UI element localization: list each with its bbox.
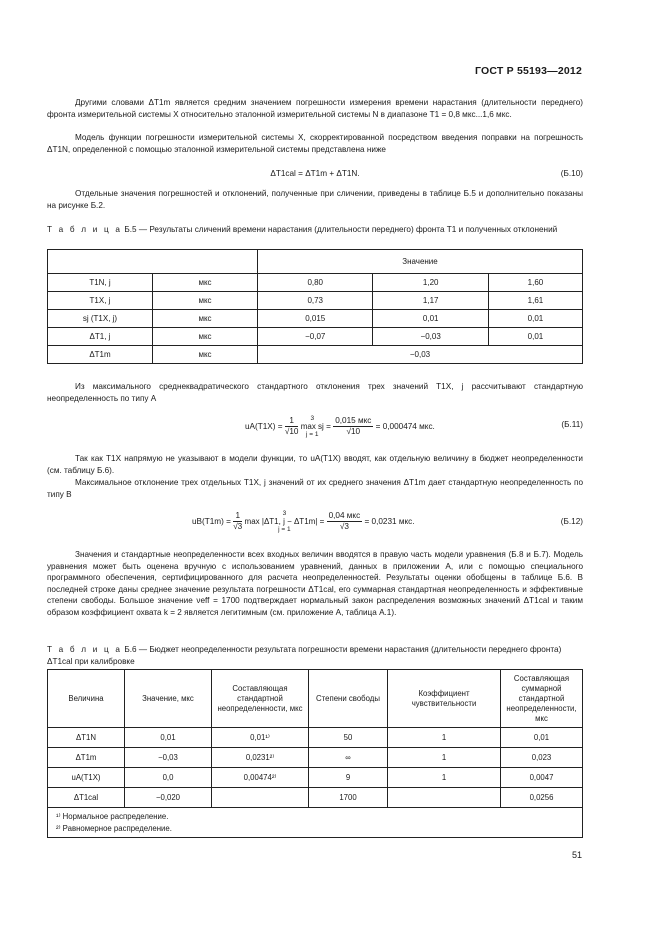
table-cell: ΔT1, j xyxy=(48,328,153,346)
equation-b10-text: ΔT1cal = ΔT1m + ΔT1N. xyxy=(270,169,360,178)
footnote-1: ¹⁾ Нормальное распределение. xyxy=(56,812,169,821)
equation-b12-lower-limit: j = 1 xyxy=(278,526,291,533)
table-cell xyxy=(388,788,501,808)
table-cell: 1,20 xyxy=(373,274,488,292)
table-cell: 0,01¹⁾ xyxy=(212,728,309,748)
table-cell: 0,01 xyxy=(488,310,582,328)
equation-b11: uA(T1X) = $\frac{1}{√10}$ 3 max sj j = 1 = $\frac{\text{0,015 мкс}}{√10}$ = 0,000474 мкс. (Б.11) xyxy=(245,415,583,438)
table-header-cell: Степени свободы xyxy=(309,670,388,728)
table-5-caption-text: Б.5 — Результаты сличений времени нарастания (длительности переднего) фронта T1 и полученных отклонений xyxy=(124,225,558,234)
table-row xyxy=(48,310,583,328)
table-cell: мкс xyxy=(153,328,258,346)
page-number: 51 xyxy=(571,850,582,860)
table-cell: 0,00474²⁾ xyxy=(212,768,309,788)
table-row xyxy=(48,768,583,788)
table-6-caption-text: Б.6 — Бюджет неопределенности результата погрешности времени нарастания (длительности переднего фронта) ΔT1cal при калибровке xyxy=(47,645,562,666)
document-header: ГОСТ Р 55193—2012 xyxy=(474,65,582,77)
table-row xyxy=(48,346,583,364)
table-cell: 1 xyxy=(388,728,501,748)
table-5-caption xyxy=(47,224,583,236)
equation-b11-fraction-1 xyxy=(285,416,299,437)
table-header-cell: Значение, мкс xyxy=(125,670,212,728)
table-header-cell: Составляющая суммарной стандартной неопределенности, мкс xyxy=(501,670,583,728)
table-row xyxy=(48,328,583,346)
equation-b12-one: 1 xyxy=(233,511,242,522)
table-cell: ΔT1m xyxy=(48,748,125,768)
table-6-caption xyxy=(47,644,583,667)
table-cell: 0,01 xyxy=(373,310,488,328)
equation-b11-one: 1 xyxy=(285,416,299,427)
equation-b11-fraction-2 xyxy=(333,416,373,437)
equation-b11-number: (Б.11) xyxy=(561,420,583,429)
table-row xyxy=(48,274,583,292)
table-cell: мкс xyxy=(153,292,258,310)
equation-b12-upper-limit: 3 xyxy=(282,510,287,517)
equation-b11-frac-den: √10 xyxy=(346,427,361,436)
table-header-cell: Коэффициент чувствительности xyxy=(388,670,501,728)
equation-b11-frac-num: 0,015 мкс xyxy=(335,416,372,425)
table-cell: uA(T1X) xyxy=(48,768,125,788)
equation-b12-number: (Б.12) xyxy=(560,517,583,526)
table-cell: 0,73 xyxy=(258,292,373,310)
equation-b12 xyxy=(47,510,583,540)
table-cell: 0,01 xyxy=(501,728,583,748)
table-cell: sj (T1X, j) xyxy=(48,310,153,328)
table-footnotes xyxy=(48,808,583,838)
table-cell: мкс xyxy=(153,346,258,364)
table-cell: 1700 xyxy=(309,788,388,808)
table-cell: мкс xyxy=(153,274,258,292)
footnote-2: ²⁾ Равномерное распределение. xyxy=(56,823,172,833)
table-row xyxy=(48,788,583,808)
equation-b11-max-text: max sj xyxy=(300,422,324,431)
paragraph-7: Значения и стандартные неопределенности всех входных величин вводятся в правую часть модели уравнения (Б.8 и Б.7). Модель уравнения может быть оценена вручную с использованием уравнений, данных в приложении А, или с помощью специального программного обеспечения, сертифицированного для расчета неопределенностей. Результаты оценки обобщены в таблице Б.6. В последней строке даны среднее значение результата погрешности ΔT1cal, его суммарная стандартная неопределенность и эффективные степени свободы. Большое значение νeff = 1700 подтверждает нормальный закон распределения возможных значений ΔT1cal и таким образом коэффициент охвата k = 2 является легитимным (см. приложение А, таблица А.1). xyxy=(47,550,583,617)
equation-b12-max xyxy=(245,510,325,533)
table-cell: 50 xyxy=(309,728,388,748)
table-cell: 0,01 xyxy=(125,728,212,748)
paragraph-5: Так как T1X напрямую не указывают в модели функции, то uA(T1X) вводят, как отдельную величину в бюджет неопределенности (см. таблицу Б.6). xyxy=(47,454,583,475)
table-5 xyxy=(47,249,583,364)
table-cell: 0,0047 xyxy=(501,768,583,788)
table-footnote-row xyxy=(48,808,583,838)
table-cell: T1X, j xyxy=(48,292,153,310)
equation-b12-frac-num: 0,04 мкс xyxy=(328,511,361,520)
equation-b11-max xyxy=(301,415,324,438)
table-cell: 0,015 xyxy=(258,310,373,328)
table-header-cell: Составляющая стандартной неопределенности, мкс xyxy=(212,670,309,728)
equation-b11-lower-limit: j = 1 xyxy=(306,431,319,438)
equation-b12-sqrt3: √3 xyxy=(233,522,243,531)
table-cell: −0,03 xyxy=(125,748,212,768)
paragraph-2: Модель функции погрешности измерительной системы X, скорректированной посредством введения поправки на погрешность ΔT1N, определенной с помощью эталонной измерительной системы представлена ниже xyxy=(47,133,583,154)
equation-b11-sqrt10: √10 xyxy=(284,427,299,436)
table-cell: 1,61 xyxy=(488,292,582,310)
equation-b12-fraction-2 xyxy=(327,511,363,532)
table-cell: 0,80 xyxy=(258,274,373,292)
table-cell: −0,03 xyxy=(258,346,583,364)
equation-b12-result: = 0,0231 мкс. xyxy=(364,516,415,526)
table-5-empty-header xyxy=(48,250,258,274)
table-cell: 0,0231²⁾ xyxy=(212,748,309,768)
equation-b12-frac-den: √3 xyxy=(339,522,349,531)
paragraph-1: Другими словами ΔT1m является средним значением погрешности измерения времени нарастания (длительности переднего) фронта измерительной системы X относительно эталонной измерительной системы N в диапазоне T1 = 0,8 мкс...1,6 мкс. xyxy=(47,98,583,119)
table-row xyxy=(48,728,583,748)
equation-b12-fraction-1 xyxy=(233,511,242,532)
table-cell: ∞ xyxy=(309,748,388,768)
table-cell: мкс xyxy=(153,310,258,328)
table-cell: −0,07 xyxy=(258,328,373,346)
table-cell: T1N, j xyxy=(48,274,153,292)
table-row xyxy=(48,292,583,310)
table-5-value-header: Значение xyxy=(258,250,583,274)
table-cell: ΔT1cal xyxy=(48,788,125,808)
table-cell: 1,17 xyxy=(373,292,488,310)
paragraph-6: Максимальное отклонение трех отдельных T1X, j значений от их среднего значения ΔT1m дает стандартную неопределенность по типу В xyxy=(47,478,583,499)
equation-b12-lhs: uB(T1m) = xyxy=(192,516,231,526)
equation-b12-max-text: max |ΔT1, j − ΔT1m| = xyxy=(244,517,325,526)
table-cell: 0,0 xyxy=(125,768,212,788)
table-cell: 1,60 xyxy=(488,274,582,292)
table-6-caption-prefix: Т а б л и ц а xyxy=(47,645,123,654)
table-cell: 1 xyxy=(388,748,501,768)
equation-b10-number: (Б.10) xyxy=(560,169,583,178)
table-5-caption-prefix: Т а б л и ц а xyxy=(47,225,123,234)
table-cell: 0,0256 xyxy=(501,788,583,808)
table-row xyxy=(48,748,583,768)
table-6 xyxy=(47,669,583,838)
table-cell: ΔT1m xyxy=(48,346,153,364)
equation-b11-upper-limit: 3 xyxy=(310,415,315,422)
table-cell: 9 xyxy=(309,768,388,788)
equation-b11-lhs: uA(T1X) = xyxy=(245,421,283,431)
equation-b11-result: = 0,000474 мкс. xyxy=(375,421,435,431)
table-cell: 1 xyxy=(388,768,501,788)
table-cell: 0,023 xyxy=(501,748,583,768)
table-header-row xyxy=(48,670,583,728)
equation-b10 xyxy=(47,168,583,182)
paragraph-3: Отдельные значения погрешностей и отклонений, полученные при сличении, приведены в таблице Б.5 и дополнительно показаны на рисунке Б.2. xyxy=(47,189,583,210)
table-header-cell: Величина xyxy=(48,670,125,728)
table-cell: 0,01 xyxy=(488,328,582,346)
table-cell: −0,020 xyxy=(125,788,212,808)
paragraph-4: Из максимального среднеквадратического стандартного отклонения трех значений T1X, j рассчитывают стандартную неопределенность по типу А xyxy=(47,382,583,403)
table-cell xyxy=(212,788,309,808)
table-cell: ΔT1N xyxy=(48,728,125,748)
table-cell: −0,03 xyxy=(373,328,488,346)
